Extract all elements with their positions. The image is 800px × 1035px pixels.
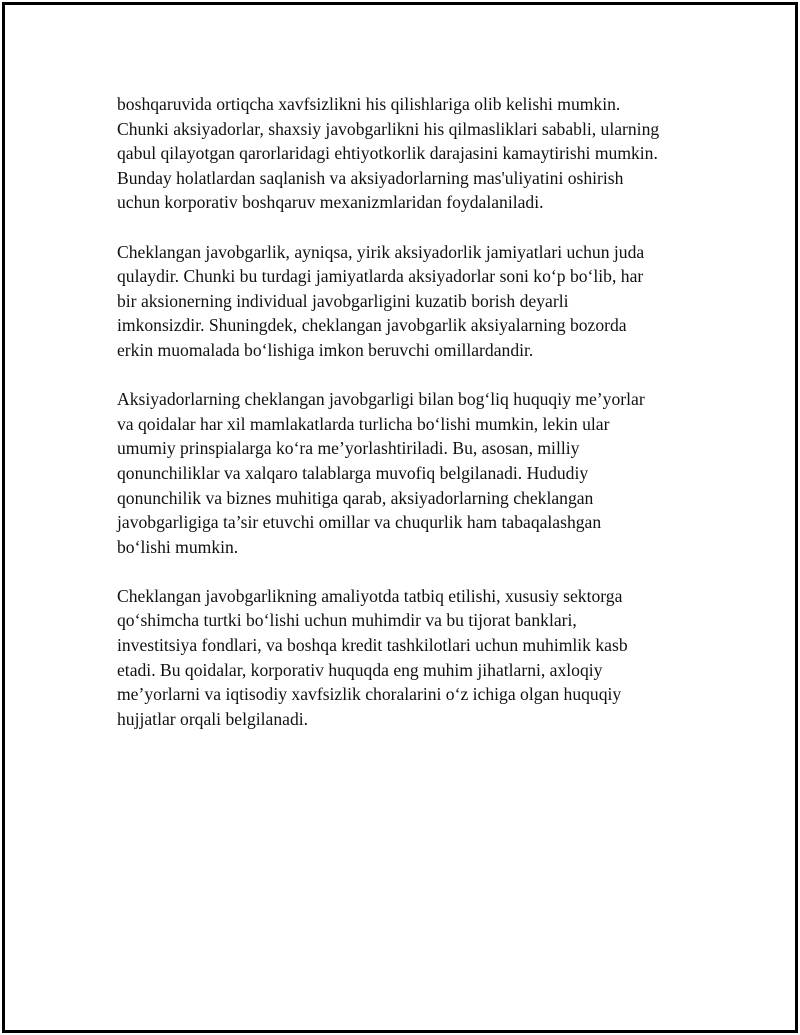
paragraph-2: [117, 240, 697, 363]
paragraph-1: [117, 92, 697, 215]
text-line: hujjatlar orqali belgilanadi.: [117, 708, 309, 729]
text-line: etadi. Bu qoidalar, korporativ huquqda eng muhim jihatlarni, axloqiy: [117, 659, 603, 680]
paragraph-4: [117, 584, 697, 732]
text-line: Cheklangan javobgarlikning amaliyotda tatbiq etilishi, xususiy sektorga: [117, 585, 623, 606]
text-line: javobgarligiga ta’sir etuvchi omillar va chuqurlik ham tabaqalashgan: [117, 512, 602, 533]
text-line: qonunchilik va biznes muhitiga qarab, aksiyadorlarning cheklangan: [117, 487, 594, 508]
text-line: Chunki aksiyadorlar, shaxsiy javobgarlikni his qilmasliklari sababli, ularning: [117, 118, 660, 139]
text-line: umumiy prinspialarga ko‘ra me’yorlashtiriladi. Bu, asosan, milliy: [117, 438, 580, 459]
text-line: Aksiyadorlarning cheklangan javobgarligi bilan bog‘liq huquqiy me’yorlar: [117, 389, 645, 410]
text-line: Bunday holatlardan saqlanish va aksiyadorlarning mas'uliyatini oshirish: [117, 167, 624, 188]
text-line: Cheklangan javobgarlik, ayniqsa, yirik aksiyadorlik jamiyatlari uchun juda: [117, 241, 645, 262]
text-line: va qoidalar har xil mamlakatlarda turlicha bo‘lishi mumkin, lekin ular: [117, 413, 610, 434]
text-line: bo‘lishi mumkin.: [117, 536, 239, 557]
text-line: imkonsizdir. Shuningdek, cheklangan javobgarlik aksiyalarning bozorda: [117, 315, 627, 336]
paragraph-3: [117, 387, 697, 559]
text-line: boshqaruvida ortiqcha xavfsizlikni his qilishlariga olib kelishi mumkin.: [117, 94, 621, 114]
text-line: qonunchiliklar va xalqaro talablarga muvofiq belgilanadi. Hududiy: [117, 462, 589, 483]
text-line: bir aksionerning individual javobgarligini kuzatib borish deyarli: [117, 290, 569, 311]
text-line: uchun korporativ boshqaruv mexanizmlaridan foydalaniladi.: [117, 192, 544, 213]
document-body: [117, 92, 697, 756]
text-line: erkin muomalada bo‘lishiga imkon beruvchi omillardandir.: [117, 339, 534, 360]
text-line: investitsiya fondlari, va boshqa kredit tashkilotlari uchun muhimlik kasb: [117, 635, 628, 656]
text-line: qo‘shimcha turtki bo‘lishi uchun muhimdir va bu tijorat banklari,: [117, 610, 577, 631]
text-line: me’yorlarni va iqtisodiy xavfsizlik choralarini o‘z ichiga olgan huquqiy: [117, 684, 622, 705]
text-line: qulaydir. Chunki bu turdagi jamiyatlarda aksiyadorlar soni ko‘p bo‘lib, har: [117, 266, 644, 287]
text-line: qabul qilayotgan qarorlaridagi ehtiyotkorlik darajasini kamaytirishi mumkin.: [117, 143, 658, 164]
